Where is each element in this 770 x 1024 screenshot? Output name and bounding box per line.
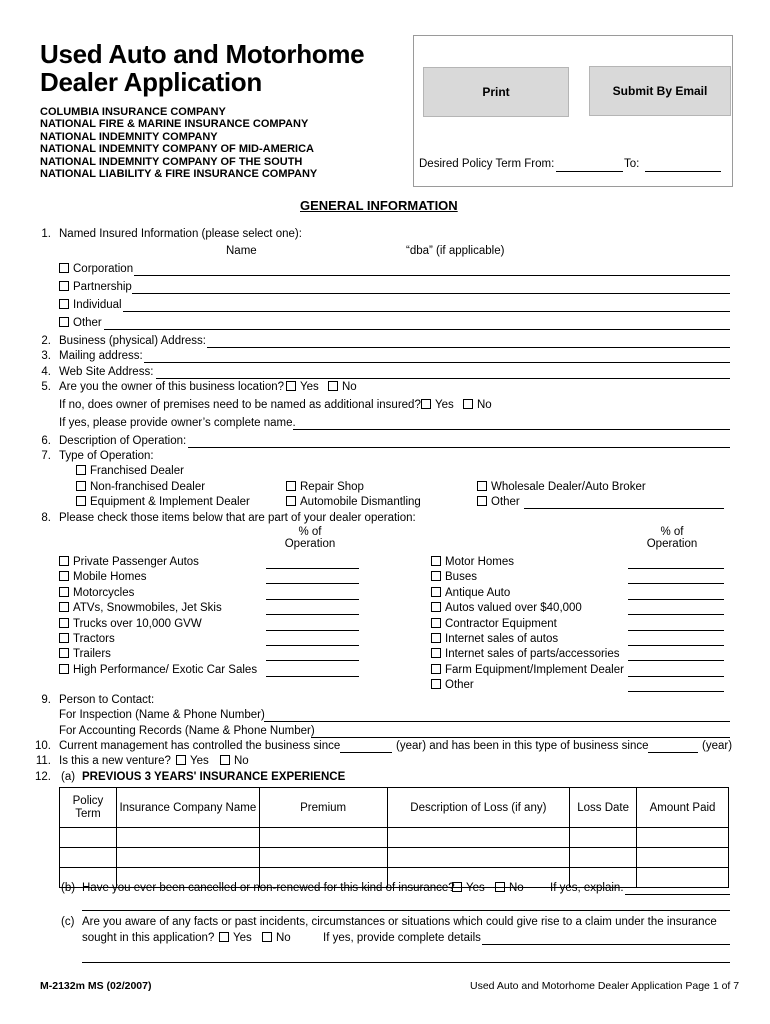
q8-left-percent-field[interactable] [266, 645, 359, 646]
page-label: Used Auto and Motorhome Dealer Application Page 1 of 7 [470, 980, 740, 992]
q8-right-percent-field[interactable] [628, 676, 724, 677]
checkbox[interactable] [59, 602, 69, 612]
q12b-no[interactable]: No [495, 882, 524, 894]
website-field[interactable] [156, 378, 730, 379]
q8-left-item[interactable] [59, 602, 222, 614]
col-premium: Premium [259, 788, 387, 828]
insurance-history-table [59, 787, 729, 888]
q2-number: 2. [41, 335, 51, 347]
q2-label: Business (physical) Address: [59, 335, 207, 347]
franchised-option[interactable]: Franchised Dealer [76, 465, 184, 477]
wholesale-option[interactable]: Wholesale Dealer/Auto Broker [477, 481, 646, 493]
q8-left-item-label: Tractors [73, 633, 115, 645]
q8-left-item-label: Private Passenger Autos [73, 556, 199, 568]
q6-number: 6. [41, 435, 51, 447]
q7-number: 7. [41, 450, 51, 462]
q8-right-item[interactable] [431, 571, 477, 583]
q12c-details-field-2[interactable] [82, 962, 730, 963]
q8-right-percent-field[interactable] [628, 614, 724, 615]
dismantling-option[interactable]: Automobile Dismantling [286, 496, 421, 508]
q5-sub1-no[interactable]: No [463, 399, 492, 411]
q8-right-item[interactable] [431, 618, 557, 630]
owner-name-field[interactable] [293, 429, 730, 430]
col-company-name: Insurance Company Name [116, 788, 259, 828]
q8-left-percent-field[interactable] [266, 568, 359, 569]
q8-left-item[interactable] [59, 571, 147, 583]
q8-right-item[interactable] [431, 648, 620, 660]
q8-left-percent-field[interactable] [266, 676, 359, 677]
q8-right-percent-field[interactable] [628, 645, 724, 646]
checkbox[interactable] [421, 399, 431, 409]
q10-part1: Current management has controlled the business since [59, 740, 341, 752]
checkbox[interactable] [431, 618, 441, 628]
q8-left-item-label: Trailers [73, 648, 111, 661]
q11-label: Is this a new venture? [59, 755, 171, 767]
q12c-details: If yes, provide complete details [323, 932, 481, 944]
individual-field[interactable] [123, 311, 730, 312]
q8-right-item-label: Internet sales of parts/accessories [445, 648, 620, 661]
q12c-prefix: (c) [61, 916, 75, 928]
col-loss-date: Loss Date [570, 788, 637, 828]
company-name: COLUMBIA INSURANCE COMPANY [40, 106, 226, 118]
q12a-title: PREVIOUS 3 YEARS' INSURANCE EXPERIENCE [82, 771, 346, 783]
q11-number: 11. [35, 755, 51, 767]
q12-number: 12. [35, 771, 51, 783]
q8-left-item-label: Trucks over 10,000 GVW [73, 617, 202, 630]
q5-yes[interactable]: Yes [286, 381, 319, 393]
col-amount-paid: Amount Paid [637, 788, 729, 828]
company-name: NATIONAL LIABILITY & FIRE INSURANCE COMPANY [40, 168, 318, 181]
checkbox[interactable] [59, 263, 69, 273]
q8-right-percent-field[interactable] [628, 583, 724, 584]
management-year-field[interactable] [340, 752, 392, 753]
table-row[interactable] [60, 848, 729, 868]
q8-right-percent-field[interactable] [628, 691, 724, 692]
q5-sub1: If no, does owner of premises need to be named as additional insured? [59, 399, 421, 411]
q8-right-item-label: Contractor Equipment [445, 617, 557, 630]
q8-right-percent-field[interactable] [628, 599, 724, 600]
checkbox[interactable] [431, 556, 441, 566]
q10-part3: (year) [702, 740, 733, 752]
q5-sub2: If yes, please provide owner’s complete name. [59, 417, 296, 429]
checkbox[interactable] [477, 496, 487, 506]
q12b-explain-field-2[interactable] [82, 910, 730, 911]
q12b-yes[interactable]: Yes [452, 882, 485, 894]
q8-left-percent-field[interactable] [266, 614, 359, 615]
inspection-label: For Inspection (Name & Phone Number) [59, 709, 265, 721]
checkbox[interactable] [431, 602, 441, 612]
q8-right-item[interactable] [431, 556, 514, 568]
checkbox[interactable] [286, 496, 296, 506]
q8-right-item-label: Farm Equipment/Implement Dealer [445, 663, 624, 676]
q8-left-item[interactable] [59, 633, 115, 645]
q8-right-item[interactable] [431, 664, 624, 676]
q8-left-item[interactable] [59, 664, 257, 676]
q8-right-percent-field[interactable] [628, 630, 724, 631]
q1-dba-heading: “dba” (if applicable) [406, 245, 505, 257]
checkbox[interactable] [59, 299, 69, 309]
checkbox[interactable] [431, 571, 441, 581]
q11-no[interactable]: No [220, 755, 249, 767]
corporation-option[interactable]: Corporation [59, 263, 133, 275]
mailing-address-field[interactable] [144, 362, 730, 363]
q8-left-item-label: ATVs, Snowmobiles, Jet Skis [73, 602, 222, 615]
checkbox[interactable] [59, 648, 69, 658]
q8-left-item[interactable] [59, 648, 111, 660]
q12c-no[interactable]: No [262, 932, 291, 944]
company-name: NATIONAL INDEMNITY COMPANY [40, 130, 218, 143]
checkbox[interactable] [286, 481, 296, 491]
checkbox[interactable] [59, 587, 69, 597]
q8-right-percent-field[interactable] [628, 660, 724, 661]
q4-label: Web Site Address: [59, 366, 154, 378]
q6-label: Description of Operation: [59, 435, 187, 447]
q1-label: Named Insured Information (please select one): [59, 228, 302, 240]
description-field[interactable] [188, 447, 730, 448]
policy-from-label: Desired Policy Term From: [419, 158, 555, 170]
corporation-field[interactable] [134, 275, 730, 276]
q8-right-item-label: Internet sales of autos [445, 633, 559, 645]
company-name: NATIONAL INDEMNITY COMPANY OF THE SOUTH [40, 155, 303, 168]
q7-label: Type of Operation: [59, 450, 154, 462]
q7-other-option[interactable]: Other [477, 496, 520, 508]
q12c-details-field[interactable] [482, 944, 730, 945]
q5-sub1-yes[interactable]: Yes [421, 399, 454, 411]
checkbox[interactable] [59, 281, 69, 291]
pct-heading-right: % of Operation [646, 526, 698, 550]
q1-number: 1. [41, 228, 51, 240]
q8-left-percent-field[interactable] [266, 599, 359, 600]
policy-to-label: To: [624, 158, 640, 170]
q8-left-percent-field[interactable] [266, 583, 359, 584]
checkbox[interactable] [59, 317, 69, 327]
checkbox[interactable] [286, 381, 296, 391]
checkbox[interactable] [59, 618, 69, 628]
checkbox[interactable] [477, 481, 487, 491]
pct-heading-left: % of Operation [284, 526, 336, 550]
checkbox[interactable] [59, 633, 69, 643]
q9-number: 9. [41, 694, 51, 706]
q8-right-item[interactable] [431, 602, 582, 614]
q8-right-item-label: Buses [445, 571, 477, 584]
q5-number: 5. [41, 381, 51, 393]
q12b-explain: If yes, explain. [550, 882, 624, 894]
q8-right-item-label: Other [445, 679, 474, 692]
other-option[interactable]: Other [59, 317, 102, 329]
q5-no[interactable]: No [328, 381, 357, 393]
q8-right-item[interactable] [431, 679, 474, 691]
q8-right-item[interactable] [431, 633, 558, 645]
submit-by-email-button[interactable]: Submit By Email [589, 66, 731, 116]
individual-option[interactable]: Individual [59, 299, 122, 311]
partnership-option[interactable]: Partnership [59, 281, 132, 293]
inspection-field[interactable] [264, 721, 730, 722]
title-line-2: Dealer Application [40, 67, 262, 97]
q8-left-percent-field[interactable] [266, 660, 359, 661]
q12b-label: Have you ever been cancelled or non-renewed for this kind of insurance? [82, 882, 455, 894]
checkbox[interactable] [176, 755, 186, 765]
col-policy-term: Policy Term [60, 788, 117, 828]
other-field[interactable] [104, 329, 730, 330]
business-year-field[interactable] [648, 752, 698, 753]
q12b-explain-field[interactable] [625, 894, 730, 895]
checkbox[interactable] [76, 496, 86, 506]
non-franchised-option[interactable]: Non-franchised Dealer [76, 481, 205, 493]
q8-left-item-label: Motorcycles [73, 586, 135, 599]
q7-other-field[interactable] [524, 508, 724, 509]
form-title [40, 40, 364, 96]
checkbox[interactable] [76, 481, 86, 491]
q8-left-item-label: Mobile Homes [73, 571, 147, 584]
table-header-row [60, 788, 729, 828]
table-row[interactable] [60, 828, 729, 848]
q8-left-item[interactable] [59, 587, 134, 599]
checkbox[interactable] [59, 556, 69, 566]
checkbox[interactable] [431, 633, 441, 643]
company-name: NATIONAL FIRE & MARINE INSURANCE COMPANY [40, 118, 309, 131]
q8-right-percent-field[interactable] [628, 568, 724, 569]
q12b-prefix: (b) [61, 882, 76, 894]
checkbox[interactable] [59, 664, 69, 674]
checkbox[interactable] [76, 465, 86, 475]
repair-shop-option[interactable]: Repair Shop [286, 481, 364, 493]
policy-to-field[interactable] [645, 171, 721, 172]
equipment-option[interactable]: Equipment & Implement Dealer [76, 496, 250, 508]
q3-label: Mailing address: [59, 350, 143, 362]
q8-left-item[interactable] [59, 556, 199, 568]
section-title: GENERAL INFORMATION [300, 198, 458, 213]
q12c-yes[interactable]: Yes [219, 932, 252, 944]
q3-number: 3. [41, 350, 51, 362]
checkbox[interactable] [431, 587, 441, 597]
checkbox[interactable] [262, 932, 272, 942]
form-id: M-2132m MS (02/2007) [40, 980, 152, 992]
q9-label: Person to Contact: [59, 694, 155, 706]
q8-left-percent-field[interactable] [266, 630, 359, 631]
q10-part2: (year) and has been in this type of business since [396, 740, 649, 752]
checkbox[interactable] [431, 648, 441, 658]
q12c-label2: sought in this application? [82, 932, 215, 944]
checkbox[interactable] [59, 571, 69, 581]
q8-right-item[interactable] [431, 587, 510, 599]
q8-left-item[interactable] [59, 618, 202, 630]
q10-number: 10. [35, 740, 51, 752]
checkbox[interactable] [463, 399, 473, 409]
checkbox[interactable] [495, 882, 505, 892]
title-line-1: Used Auto and Motorhome [40, 39, 365, 69]
q4-number: 4. [41, 366, 51, 378]
policy-term-row [419, 158, 554, 170]
company-list [40, 106, 317, 180]
checkbox[interactable] [431, 679, 441, 689]
q8-left-item-label: High Performance/ Exotic Car Sales [73, 663, 258, 676]
q12c-label1: Are you aware of any facts or past incidents, circumstances or situations which could give rise to a claim under the insurance [82, 916, 717, 928]
q1-name-heading: Name [226, 245, 257, 257]
col-description: Description of Loss (if any) [387, 788, 570, 828]
accounting-field[interactable] [311, 737, 730, 738]
checkbox[interactable] [431, 664, 441, 674]
q12a-prefix: (a) [61, 771, 76, 783]
partnership-field[interactable] [132, 293, 730, 294]
q8-right-item-label: Antique Auto [445, 586, 511, 599]
checkbox[interactable] [220, 755, 230, 765]
q5-label: Are you the owner of this business location? [59, 381, 285, 393]
q8-number: 8. [41, 512, 51, 524]
company-name: NATIONAL INDEMNITY COMPANY OF MID-AMERICA [40, 143, 314, 156]
q8-right-item-label: Autos valued over $40,000 [445, 602, 582, 615]
checkbox[interactable] [452, 882, 462, 892]
business-address-field[interactable] [207, 347, 730, 348]
q11-yes[interactable]: Yes [176, 755, 209, 767]
print-button[interactable]: Print [423, 67, 569, 117]
q8-label: Please check those items below that are part of your dealer operation: [59, 512, 416, 524]
accounting-label: For Accounting Records (Name & Phone Number) [59, 725, 315, 737]
policy-from-field[interactable] [556, 171, 623, 172]
checkbox[interactable] [328, 381, 338, 391]
q8-right-item-label: Motor Homes [445, 556, 515, 568]
checkbox[interactable] [219, 932, 229, 942]
